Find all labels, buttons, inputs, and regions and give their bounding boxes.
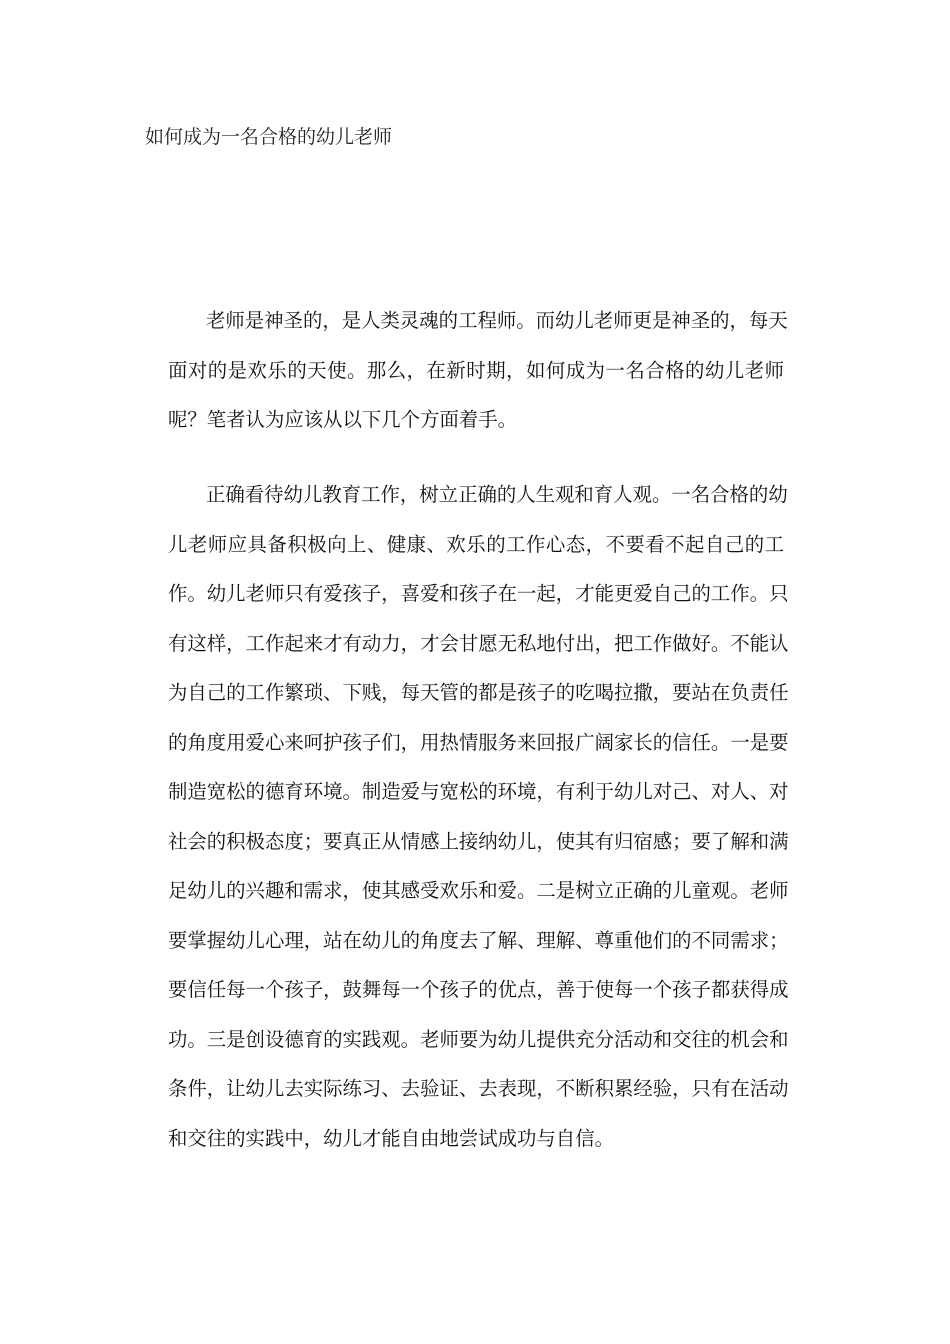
paragraph-line: 要信任每一个孩子，鼓舞每一个孩子的优点，善于使每一个孩子都获得成 bbox=[168, 978, 789, 1001]
paragraph-intro bbox=[168, 296, 788, 445]
paragraph-line: 条件，让幼儿去实际练习、去验证、去表现，不断积累经验，只有在活动 bbox=[168, 1077, 789, 1100]
paragraph-line: 和交往的实践中，幼儿才能自由地尝试成功与自信。 bbox=[168, 1126, 614, 1150]
paragraph-line: 面对的是欢乐的天使。那么，在新时期，如何成为一名合格的幼儿老师 bbox=[168, 358, 784, 382]
paragraph-line: 作。幼儿老师只有爱孩子，喜爱和孩子在一起，才能更爱自己的工作。只 bbox=[168, 582, 789, 605]
document-title: 如何成为一名合格的幼儿老师 bbox=[145, 126, 393, 148]
paragraph-line: 老师是神圣的，是人类灵魂的工程师。而幼儿老师更是神圣的，每天 bbox=[206, 309, 788, 332]
paragraph-line: 儿老师应具备积极向上、健康、欢乐的工作心态，不要看不起自己的工 bbox=[168, 532, 784, 556]
paragraph-line: 呢？笔者认为应该从以下几个方面着手。 bbox=[168, 408, 518, 431]
paragraph-line: 足幼儿的兴趣和需求，使其感受欢乐和爱。二是树立正确的儿童观。老师 bbox=[168, 879, 789, 902]
paragraph-main bbox=[168, 470, 789, 1163]
paragraph-line: 有这样，工作起来才有动力，才会甘愿无私地付出，把工作做好。不能认 bbox=[168, 631, 789, 655]
paragraph-line: 的角度用爱心来呵护孩子们，用热情服务来回报广阔家长的信任。一是要 bbox=[168, 730, 789, 754]
paragraph-line: 社会的积极态度；要真正从情感上接纳幼儿，使其有归宿感；要了解和满 bbox=[168, 829, 789, 853]
paragraph-line: 为自己的工作繁琐、下贱，每天管的都是孩子的吃喝拉撒，要站在负责任 bbox=[168, 681, 789, 704]
paragraph-line: 功。三是创设德育的实践观。老师要为幼儿提供充分活动和交往的机会和 bbox=[168, 1027, 789, 1051]
paragraph-line: 正确看待幼儿教育工作，树立正确的人生观和育人观。一名合格的幼 bbox=[206, 483, 788, 506]
paragraph-line: 要掌握幼儿心理，站在幼儿的角度去了解、理解、尊重他们的不同需求； bbox=[168, 928, 789, 952]
paragraph-line: 制造宽松的德育环境。制造爱与宽松的环境，有利于幼儿对己、对人、对 bbox=[168, 780, 789, 803]
